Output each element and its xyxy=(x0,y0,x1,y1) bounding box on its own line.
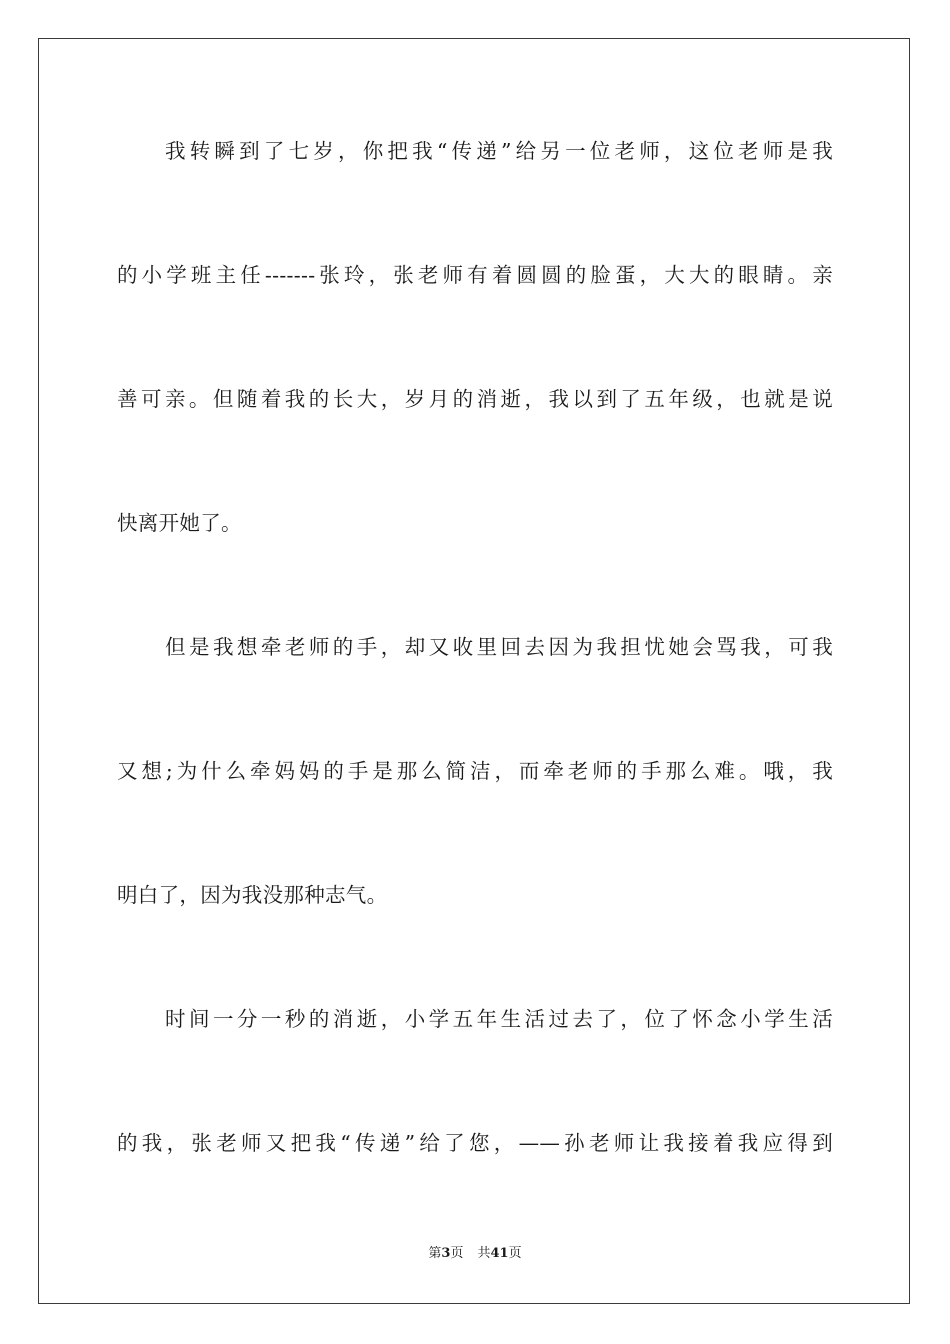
page-prefix: 第 xyxy=(428,1246,442,1261)
page-border xyxy=(38,38,910,1304)
paragraph-1-line-2: 的小学班主任-------张玲，张老师有着圆圆的脸蛋，大大的眼睛。亲 xyxy=(117,263,833,287)
paragraph-3-line-2: 的我，张老师又把我“传递”给了您，——孙老师让我接着我应得到 xyxy=(117,1131,833,1155)
total-suffix: 页 xyxy=(508,1246,522,1261)
page-suffix: 页 xyxy=(450,1246,464,1261)
page-footer xyxy=(0,1244,950,1264)
paragraph-2-line-3: 明白了，因为我没那种志气。 xyxy=(117,883,388,907)
paragraph-2-line-2: 又想;为什么牵妈妈的手是那么简洁，而牵老师的手那么难。哦，我 xyxy=(117,759,833,783)
paragraph-1-line-3: 善可亲。但随着我的长大，岁月的消逝，我以到了五年级，也就是说 xyxy=(117,387,833,411)
paragraph-1-line-1: 我转瞬到了七岁，你把我“传递”给另一位老师，这位老师是我 xyxy=(165,139,833,163)
paragraph-2-line-1: 但是我想牵老师的手，却又收里回去因为我担忧她会骂我，可我 xyxy=(165,635,833,659)
total-pages: 41 xyxy=(490,1246,509,1261)
total-prefix: 共 xyxy=(477,1246,491,1261)
paragraph-1-line-4: 快离开她了。 xyxy=(117,511,242,535)
paragraph-3-line-1: 时间一分一秒的消逝，小学五年生活过去了，位了怀念小学生活 xyxy=(165,1007,833,1031)
page-number: 3 xyxy=(441,1246,451,1261)
